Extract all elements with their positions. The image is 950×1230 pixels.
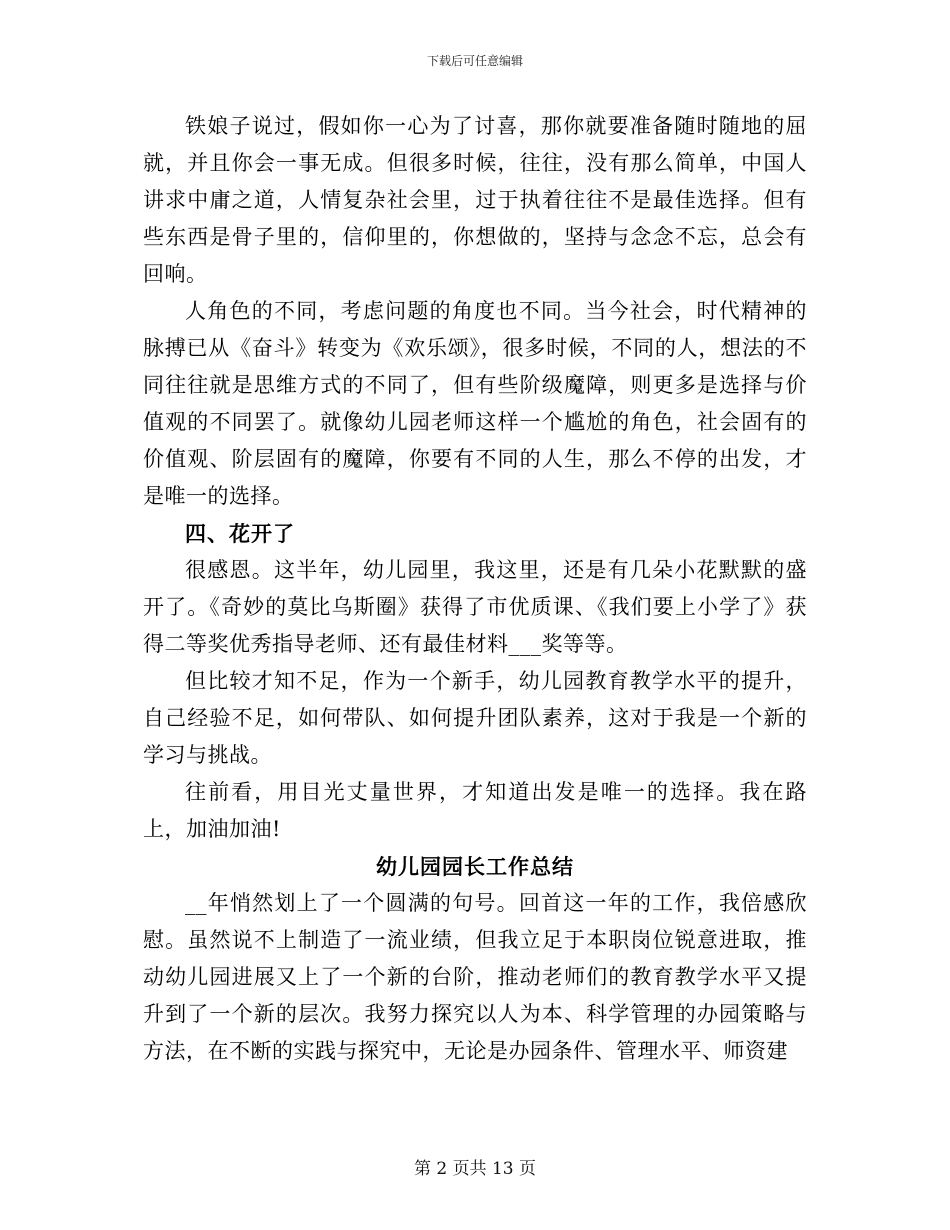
page-number: 第 2 页共 13 页: [413, 1159, 537, 1179]
document-body: [143, 108, 807, 1070]
paragraph: 人角色的不同，考虑问题的角度也不同。当今社会，时代精神的脉搏已从《奋斗》转变为《欢乐颂》，很多时候，不同的人，想法的不同往往就是思维方式的不同了，但有些阶级魔障，则更多是选择与价值观的不同罢了。就像幼儿园老师这样一个尴尬的角色，社会固有的价值观、阶层固有的魔障，你要有不同的人生，那么不停的出发，才是唯一的选择。: [143, 299, 807, 508]
paragraph: 往前看，用目光丈量世界，才知道出发是唯一的选择。我在路上，加油加油!: [143, 780, 807, 841]
paragraph: 很感恩。这半年，幼儿园里，我这里，还是有几朵小花默默的盛开了。《奇妙的莫比乌斯圈》获得了市优质课、《我们要上小学了》获得二等奖优秀指导老师、还有最佳材料___奖等等。: [143, 558, 807, 656]
paragraph: 但比较才知不足，作为一个新手，幼儿园教育教学水平的提升，自己经验不足，如何带队、如何提升团队素养，这对于我是一个新的学习与挑战。: [143, 669, 807, 767]
section-heading: 四、花开了: [185, 521, 295, 546]
document-title: 幼儿园园长工作总结: [376, 854, 574, 879]
paragraph: __年悄然划上了一个圆满的句号。回首这一年的工作，我倍感欣慰。虽然说不上制造了一流业绩，但我立足于本职岗位锐意进取，推动幼儿园进展又上了一个新的台阶，推动老师们的教育教学水平又提升到了一个新的层次。我努力探究以人为本、科学管理的办园策略与方法，在不断的实践与探究中，无论是办园条件、管理水平、师资建: [143, 891, 807, 1063]
paragraph: 铁娘子说过，假如你一心为了讨喜，那你就要准备随时随地的屈就，并且你会一事无成。但很多时候，往往，没有那么简单，中国人讲求中庸之道，人情复杂社会里，过于执着往往不是最佳选择。但有些东西是骨子里的，信仰里的，你想做的，坚持与念念不忘，总会有回响。: [143, 114, 807, 286]
page-header: 下载后可任意编辑: [426, 54, 523, 68]
